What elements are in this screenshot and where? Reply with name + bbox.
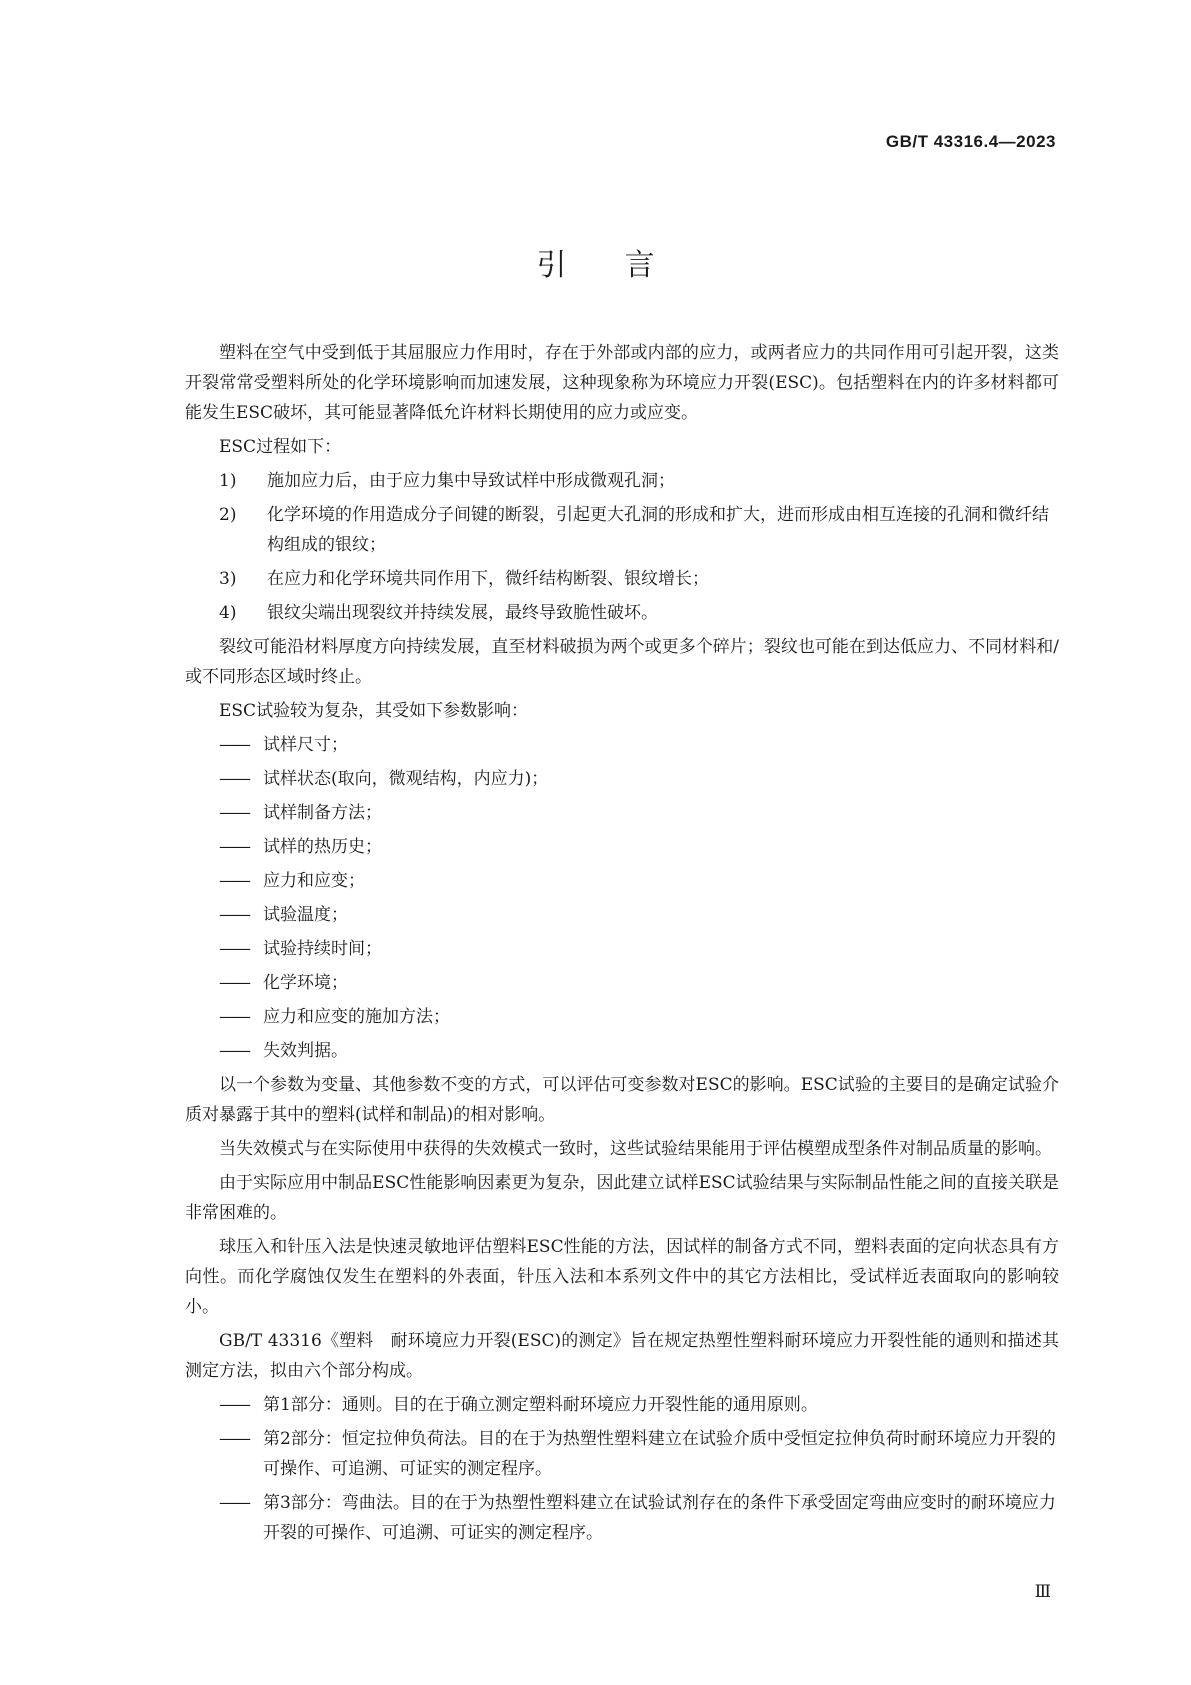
step-text: 施加应力后，由于应力集中导致试样中形成微观孔洞； [267, 471, 675, 491]
parameters-intro: ESC试验较为复杂，其受如下参数影响： [219, 701, 529, 721]
dash-mark: —— [219, 871, 249, 891]
parameter-item: —— 化学环境； [219, 968, 1059, 998]
dash-mark: —— [219, 769, 249, 789]
dash-mark: —— [219, 735, 249, 755]
parameter-item: —— 试样尺寸； [219, 730, 1059, 760]
dash-mark: —— [219, 1429, 249, 1449]
step-number: 4) [219, 603, 237, 623]
part-item: —— 第1部分：通则。目的在于确立测定塑料耐环境应力开裂性能的通用原则。 [219, 1390, 1059, 1420]
step-number: 3) [219, 569, 237, 589]
page-title: 引言 [536, 248, 713, 283]
parameter-item: —— 试验持续时间； [219, 934, 1059, 964]
process-step [219, 564, 1059, 594]
part-item: —— 第3部分：弯曲法。目的在于为热塑性塑料建立在试验试剂存在的条件下承受固定弯曲应变时的耐环境应力开裂的可操作、可追溯、可证实的测定程序。 [219, 1488, 1059, 1548]
dash-mark: —— [219, 1007, 249, 1027]
parameter-item: —— 试样的热历史； [219, 832, 1059, 862]
step-number: 1) [219, 471, 237, 491]
intro-paragraph: 塑料在空气中受到低于其屈服应力作用时，存在于外部或内部的应力，或两者应力的共同作用可引起开裂，这类开裂常常受塑料所处的化学环境影响而加速发展，这种现象称为环境应力开裂(ESC)。包括塑料在内的许多材料都可能发生ESC破坏，其可能显著降低允许材料长期使用的应力或应变。 [185, 343, 1059, 423]
parameter-item: —— 失效判据。 [219, 1036, 1059, 1066]
dash-mark: —— [219, 1493, 249, 1513]
step-text: 在应力和化学环境共同作用下，微纤结构断裂、银纹增长； [267, 569, 709, 589]
page-number: Ⅲ [1034, 1582, 1051, 1602]
step-text: 银纹尖端出现裂纹并持续发展，最终导致脆性破坏。 [267, 603, 658, 623]
process-step [219, 466, 1059, 496]
parameter-item: —— 试验温度； [219, 900, 1059, 930]
process-step [219, 598, 1059, 628]
dash-mark: —— [219, 939, 249, 959]
series-paragraph: GB/T 43316《塑料 耐环境应力开裂(ESC)的测定》旨在规定热塑性塑料耐环境应力开裂性能的通则和描述其测定方法，拟由六个部分构成。 [185, 1331, 1059, 1381]
standard-code: GB/T 43316.4—2023 [885, 132, 1056, 151]
parameter-item: —— 试样制备方法； [219, 798, 1059, 828]
correlation-paragraph: 由于实际应用中制品ESC性能影响因素更为复杂，因此建立试样ESC试验结果与实际制品性能之间的直接关联是非常困难的。 [185, 1173, 1059, 1223]
parameter-item: —— 试样状态(取向，微观结构，内应力)； [219, 764, 1059, 794]
dash-mark: —— [219, 803, 249, 823]
process-step [219, 500, 1059, 560]
dash-mark: —— [219, 1041, 249, 1061]
document-body [185, 338, 1059, 1552]
part-item: —— 第2部分：恒定拉伸负荷法。目的在于为热塑性塑料建立在试验介质中受恒定拉伸负荷时耐环境应力开裂的可操作、可追溯、可证实的测定程序。 [219, 1424, 1059, 1484]
esc-process-intro: ESC过程如下： [219, 437, 342, 457]
step-number: 2) [219, 505, 237, 525]
indentation-paragraph: 球压入和针压入法是快速灵敏地评估塑料ESC性能的方法，因试样的制备方式不同，塑料表面的定向状态具有方向性。而化学腐蚀仅发生在塑料的外表面，针压入法和本系列文件中的其它方法相比，受试样近表面取向的影响较小。 [185, 1237, 1059, 1317]
dash-mark: —— [219, 1395, 249, 1415]
step-text: 化学环境的作用造成分子间键的断裂，引起更大孔洞的形成和扩大，进而形成由相互连接的孔洞和微纤结构组成的银纹； [267, 505, 1049, 555]
crack-paragraph: 裂纹可能沿材料厚度方向持续发展，直至材料破损为两个或更多个碎片；裂纹也可能在到达低应力、不同材料和/或不同形态区域时终止。 [185, 637, 1059, 687]
dash-mark: —— [219, 837, 249, 857]
parameter-item: —— 应力和应变； [219, 866, 1059, 896]
evaluation-paragraph: 以一个参数为变量、其他参数不变的方式，可以评估可变参数对ESC的影响。ESC试验的主要目的是确定试验介质对暴露于其中的塑料(试样和制品)的相对影响。 [185, 1075, 1059, 1125]
parameter-item: —— 应力和应变的施加方法； [219, 1002, 1059, 1032]
failure-mode-paragraph: 当失效模式与在实际使用中获得的失效模式一致时，这些试验结果能用于评估模塑成型条件对制品质量的影响。 [219, 1139, 1052, 1159]
dash-mark: —— [219, 905, 249, 925]
dash-mark: —— [219, 973, 249, 993]
